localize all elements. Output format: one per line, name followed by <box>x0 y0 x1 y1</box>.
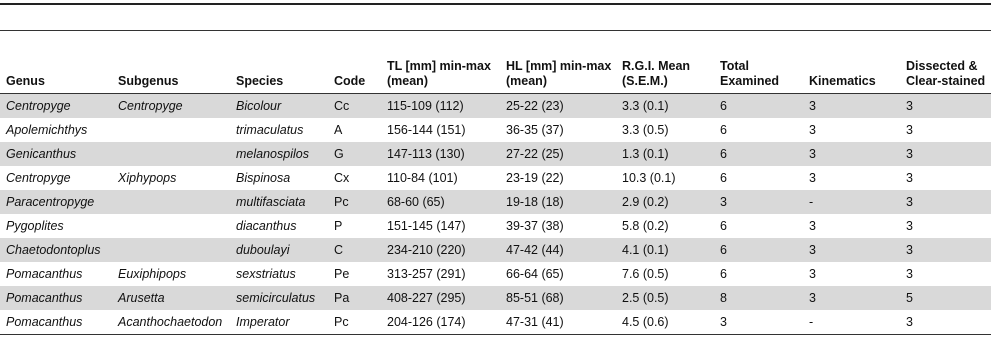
cell-species: semicirculatus <box>230 286 328 310</box>
cell-kinematics: - <box>803 310 900 335</box>
header-total: Total Examined <box>714 31 803 94</box>
cell-genus: Pomacanthus <box>0 310 112 335</box>
cell-species: multifasciata <box>230 190 328 214</box>
data-table <box>0 31 991 335</box>
cell-rgi: 7.6 (0.5) <box>622 267 669 281</box>
top-rule <box>0 3 991 5</box>
cell-total: 6 <box>720 123 727 137</box>
header-code: Code <box>328 31 381 94</box>
cell-subgenus: Centropyge <box>112 94 230 119</box>
cell-total: 6 <box>720 219 727 233</box>
cell-genus: Pomacanthus <box>0 286 112 310</box>
cell-kinematics: 3 <box>803 142 900 166</box>
cell-hl: 36-35 (37) <box>506 123 564 137</box>
cell-subgenus <box>112 190 230 214</box>
cell-code: C <box>328 238 381 262</box>
cell-dissected: 5 <box>900 286 991 310</box>
cell-code: Pc <box>328 190 381 214</box>
cell-dissected: 3 <box>906 123 913 137</box>
cell-species: sexstriatus <box>236 267 296 281</box>
cell-code: Pe <box>334 267 350 281</box>
cell-tl: 313-257 (291) <box>387 267 466 281</box>
cell-total: 3 <box>714 190 803 214</box>
header-species: Species <box>230 31 328 94</box>
cell-total: 6 <box>714 94 803 119</box>
cell-code: A <box>334 123 343 137</box>
cell-hl: 25-22 (23) <box>500 94 616 119</box>
cell-dissected: 3 <box>906 219 913 233</box>
table-row <box>0 310 991 335</box>
cell-species: Imperator <box>230 310 328 335</box>
cell-tl: 204-126 (174) <box>381 310 500 335</box>
cell-hl: 47-31 (41) <box>500 310 616 335</box>
cell-total: 3 <box>714 310 803 335</box>
cell-code: Cc <box>328 94 381 119</box>
cell-species: Bispinosa <box>236 171 291 185</box>
cell-genus: Pomacanthus <box>6 267 83 281</box>
cell-subgenus: Acanthochaetodon <box>112 310 230 335</box>
cell-rgi: 10.3 (0.1) <box>622 171 676 185</box>
table-row <box>0 286 991 310</box>
cell-code: Cx <box>334 171 350 185</box>
cell-code: P <box>334 219 343 233</box>
cell-genus: Chaetodontoplus <box>0 238 112 262</box>
cell-total: 8 <box>714 286 803 310</box>
table-row <box>0 190 991 214</box>
cell-rgi: 4.5 (0.6) <box>616 310 714 335</box>
cell-code: G <box>328 142 381 166</box>
table-row <box>0 118 991 142</box>
cell-rgi: 2.5 (0.5) <box>616 286 714 310</box>
cell-species: Bicolour <box>230 94 328 119</box>
cell-dissected: 3 <box>900 238 991 262</box>
table-row <box>0 166 991 190</box>
cell-subgenus: Euxiphipops <box>118 267 187 281</box>
cell-dissected: 3 <box>906 171 913 185</box>
header-genus: Genus <box>0 31 112 94</box>
cell-subgenus <box>112 118 230 142</box>
cell-kinematics: 3 <box>809 171 816 185</box>
cell-tl: 408-227 (295) <box>381 286 500 310</box>
cell-hl: 23-19 (22) <box>506 171 564 185</box>
cell-code: Pa <box>328 286 381 310</box>
cell-subgenus: Xiphypops <box>118 171 177 185</box>
cell-rgi: 1.3 (0.1) <box>616 142 714 166</box>
cell-kinematics: 3 <box>809 219 816 233</box>
cell-tl: 68-60 (65) <box>381 190 500 214</box>
cell-dissected: 3 <box>900 310 991 335</box>
cell-rgi: 5.8 (0.2) <box>622 219 669 233</box>
cell-hl: 27-22 (25) <box>500 142 616 166</box>
table-row <box>0 142 991 166</box>
cell-species: diacanthus <box>236 219 297 233</box>
cell-subgenus <box>112 214 230 238</box>
cell-rgi: 3.3 (0.5) <box>622 123 669 137</box>
cell-genus: Centropyge <box>0 94 112 119</box>
cell-subgenus <box>112 142 230 166</box>
header-rgi: R.G.I. Mean (S.E.M.) <box>616 31 714 94</box>
cell-kinematics: 3 <box>809 267 816 281</box>
table-row <box>0 262 991 286</box>
cell-genus: Pygoplites <box>6 219 64 233</box>
cell-genus: Genicanthus <box>0 142 112 166</box>
table-row <box>0 214 991 238</box>
cell-hl: 66-64 (65) <box>506 267 564 281</box>
cell-tl: 115-109 (112) <box>381 94 500 119</box>
cell-kinematics: 3 <box>809 123 816 137</box>
cell-kinematics: 3 <box>803 94 900 119</box>
table-body <box>0 94 991 335</box>
cell-hl: 47-42 (44) <box>500 238 616 262</box>
cell-subgenus <box>112 238 230 262</box>
cell-kinematics: - <box>803 190 900 214</box>
cell-subgenus: Arusetta <box>112 286 230 310</box>
header-row <box>0 31 991 94</box>
cell-species: melanospilos <box>230 142 328 166</box>
header-subgenus: Subgenus <box>112 31 230 94</box>
cell-tl: 234-210 (220) <box>381 238 500 262</box>
cell-species: trimaculatus <box>236 123 304 137</box>
header-dissected: Dissected & Clear-stained <box>900 31 991 94</box>
cell-dissected: 3 <box>900 190 991 214</box>
cell-dissected: 3 <box>900 142 991 166</box>
cell-code: Pc <box>328 310 381 335</box>
cell-genus: Apolemichthys <box>6 123 88 137</box>
cell-tl: 151-145 (147) <box>387 219 466 233</box>
cell-rgi: 2.9 (0.2) <box>616 190 714 214</box>
cell-kinematics: 3 <box>803 286 900 310</box>
cell-tl: 110-84 (101) <box>387 171 458 185</box>
table-row <box>0 238 991 262</box>
cell-tl: 156-144 (151) <box>387 123 466 137</box>
header-kinematics: Kinematics <box>803 31 900 94</box>
cell-hl: 85-51 (68) <box>500 286 616 310</box>
cell-species: duboulayi <box>230 238 328 262</box>
cell-kinematics: 3 <box>803 238 900 262</box>
cell-rgi: 4.1 (0.1) <box>616 238 714 262</box>
cell-hl: 39-37 (38) <box>506 219 564 233</box>
header-hl: HL [mm] min-max (mean) <box>500 31 616 94</box>
cell-dissected: 3 <box>900 94 991 119</box>
cell-total: 6 <box>714 238 803 262</box>
cell-tl: 147-113 (130) <box>381 142 500 166</box>
cell-dissected: 3 <box>906 267 913 281</box>
cell-total: 6 <box>714 142 803 166</box>
cell-total: 6 <box>720 171 727 185</box>
cell-genus: Paracentropyge <box>0 190 112 214</box>
cell-hl: 19-18 (18) <box>500 190 616 214</box>
cell-genus: Centropyge <box>6 171 71 185</box>
cell-rgi: 3.3 (0.1) <box>616 94 714 119</box>
table-row <box>0 94 991 119</box>
header-tl: TL [mm] min-max (mean) <box>381 31 500 94</box>
cell-total: 6 <box>720 267 727 281</box>
